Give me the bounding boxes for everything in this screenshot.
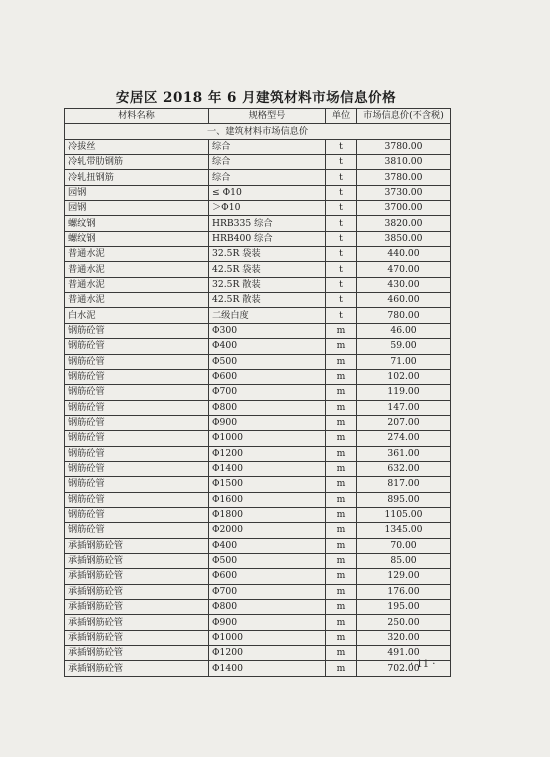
cell-spec: Φ1000 (209, 431, 326, 446)
cell-material-name: 承插钢筋砼管 (65, 630, 209, 645)
table-row (65, 523, 451, 538)
table-row (65, 661, 451, 676)
cell-material-name: 钢筋砼管 (65, 323, 209, 338)
cell-material-name: 钢筋砼管 (65, 431, 209, 446)
cell-material-name: 普通水泥 (65, 262, 209, 277)
cell-spec: Φ600 (209, 569, 326, 584)
table-row (65, 431, 451, 446)
table-row (65, 615, 451, 630)
cell-price: 320.00 (357, 630, 451, 645)
table-row (65, 369, 451, 384)
cell-material-name: 冷轧扭钢筋 (65, 170, 209, 185)
cell-material-name: 钢筋砼管 (65, 339, 209, 354)
cell-unit: t (326, 308, 357, 323)
table-row (65, 385, 451, 400)
cell-price: 632.00 (357, 461, 451, 476)
cell-price: 817.00 (357, 477, 451, 492)
cell-unit: m (326, 553, 357, 568)
cell-material-name: 普通水泥 (65, 293, 209, 308)
cell-spec: Φ1400 (209, 461, 326, 476)
cell-unit: t (326, 216, 357, 231)
page-title: 安居区 2018 年 6 月建筑材料市场信息价格 (115, 90, 397, 106)
cell-price: 85.00 (357, 553, 451, 568)
table-row (65, 201, 451, 216)
cell-material-name: 螺纹钢 (65, 216, 209, 231)
cell-material-name: 承插钢筋砼管 (65, 538, 209, 553)
cell-spec: Φ500 (209, 354, 326, 369)
table-row (65, 216, 451, 231)
header-spec: 规格型号 (209, 109, 326, 124)
cell-price: 59.00 (357, 339, 451, 354)
cell-spec: ≤ Φ10 (209, 185, 326, 200)
cell-material-name: 钢筋砼管 (65, 415, 209, 430)
cell-spec: Φ400 (209, 339, 326, 354)
cell-price: 195.00 (357, 600, 451, 615)
table-row (65, 354, 451, 369)
cell-material-name: 钢筋砼管 (65, 385, 209, 400)
cell-spec: Φ300 (209, 323, 326, 338)
table-row (65, 569, 451, 584)
cell-unit: m (326, 477, 357, 492)
cell-material-name: 园钢 (65, 185, 209, 200)
cell-spec: 42.5R 散装 (209, 293, 326, 308)
cell-unit: m (326, 661, 357, 676)
table-row (65, 553, 451, 568)
cell-material-name: 冷拔丝 (65, 139, 209, 154)
page-number: · 11 · (410, 659, 436, 670)
cell-spec: 二级白度 (209, 308, 326, 323)
cell-spec: Φ1200 (209, 646, 326, 661)
table-row (65, 293, 451, 308)
cell-unit: t (326, 185, 357, 200)
table-row (65, 646, 451, 661)
cell-price: 361.00 (357, 446, 451, 461)
cell-spec: Φ1000 (209, 630, 326, 645)
cell-price: 3730.00 (357, 185, 451, 200)
cell-material-name: 钢筋砼管 (65, 507, 209, 522)
table-row (65, 277, 451, 292)
cell-material-name: 钢筋砼管 (65, 400, 209, 415)
cell-material-name: 钢筋砼管 (65, 492, 209, 507)
table-row (65, 339, 451, 354)
cell-price: 780.00 (357, 308, 451, 323)
cell-spec: 综合 (209, 170, 326, 185)
cell-spec: 综合 (209, 155, 326, 170)
cell-material-name: 钢筋砼管 (65, 446, 209, 461)
cell-unit: t (326, 277, 357, 292)
cell-price: 207.00 (357, 415, 451, 430)
cell-spec: Φ900 (209, 615, 326, 630)
cell-material-name: 承插钢筋砼管 (65, 569, 209, 584)
table-row (65, 584, 451, 599)
cell-price: 3850.00 (357, 231, 451, 246)
cell-spec: Φ2000 (209, 523, 326, 538)
table-row (65, 415, 451, 430)
cell-price: 3700.00 (357, 201, 451, 216)
table-row (65, 446, 451, 461)
cell-material-name: 普通水泥 (65, 277, 209, 292)
cell-price: 147.00 (357, 400, 451, 415)
cell-material-name: 园钢 (65, 201, 209, 216)
cell-material-name: 承插钢筋砼管 (65, 600, 209, 615)
cell-unit: m (326, 630, 357, 645)
table-row (65, 477, 451, 492)
cell-spec: Φ1500 (209, 477, 326, 492)
cell-material-name: 钢筋砼管 (65, 369, 209, 384)
cell-unit: t (326, 139, 357, 154)
table-row (65, 323, 451, 338)
cell-unit: m (326, 569, 357, 584)
cell-unit: m (326, 431, 357, 446)
cell-spec: ＞Φ10 (209, 201, 326, 216)
table-row (65, 630, 451, 645)
table-row (65, 492, 451, 507)
cell-price: 702.00 (357, 661, 451, 676)
cell-unit: m (326, 369, 357, 384)
cell-price: 250.00 (357, 615, 451, 630)
cell-unit: t (326, 293, 357, 308)
cell-price: 129.00 (357, 569, 451, 584)
cell-price: 70.00 (357, 538, 451, 553)
cell-unit: m (326, 523, 357, 538)
cell-material-name: 承插钢筋砼管 (65, 553, 209, 568)
cell-unit: m (326, 600, 357, 615)
cell-price: 3810.00 (357, 155, 451, 170)
cell-price: 895.00 (357, 492, 451, 507)
table-row (65, 308, 451, 323)
price-table (64, 108, 451, 677)
cell-spec: Φ1400 (209, 661, 326, 676)
cell-unit: m (326, 584, 357, 599)
cell-price: 3820.00 (357, 216, 451, 231)
section-title: 一、建筑材料市场信息价 (65, 124, 451, 139)
cell-unit: m (326, 385, 357, 400)
cell-spec: 32.5R 袋装 (209, 247, 326, 262)
cell-material-name: 钢筋砼管 (65, 477, 209, 492)
table-row (65, 600, 451, 615)
header-unit: 单位 (326, 109, 357, 124)
cell-material-name: 普通水泥 (65, 247, 209, 262)
cell-material-name: 冷轧带肋钢筋 (65, 155, 209, 170)
table-row (65, 461, 451, 476)
cell-price: 440.00 (357, 247, 451, 262)
cell-unit: m (326, 461, 357, 476)
cell-material-name: 承插钢筋砼管 (65, 661, 209, 676)
cell-spec: Φ800 (209, 400, 326, 415)
cell-material-name: 白水泥 (65, 308, 209, 323)
cell-unit: m (326, 446, 357, 461)
section-row (65, 124, 451, 139)
cell-spec: HRB335 综合 (209, 216, 326, 231)
cell-spec: HRB400 综合 (209, 231, 326, 246)
cell-spec: Φ800 (209, 600, 326, 615)
cell-unit: m (326, 415, 357, 430)
table-row (65, 507, 451, 522)
cell-unit: t (326, 247, 357, 262)
cell-material-name: 钢筋砼管 (65, 354, 209, 369)
cell-material-name: 承插钢筋砼管 (65, 584, 209, 599)
cell-unit: m (326, 538, 357, 553)
table-row (65, 262, 451, 277)
cell-price: 176.00 (357, 584, 451, 599)
cell-unit: t (326, 201, 357, 216)
cell-material-name: 承插钢筋砼管 (65, 646, 209, 661)
cell-spec: Φ500 (209, 553, 326, 568)
cell-spec: Φ600 (209, 369, 326, 384)
cell-spec: 综合 (209, 139, 326, 154)
cell-spec: 42.5R 袋装 (209, 262, 326, 277)
cell-unit: t (326, 231, 357, 246)
cell-spec: Φ700 (209, 385, 326, 400)
cell-material-name: 钢筋砼管 (65, 461, 209, 476)
cell-price: 71.00 (357, 354, 451, 369)
cell-unit: m (326, 507, 357, 522)
cell-price: 3780.00 (357, 170, 451, 185)
cell-material-name: 承插钢筋砼管 (65, 615, 209, 630)
cell-price: 119.00 (357, 385, 451, 400)
cell-unit: t (326, 170, 357, 185)
table-row (65, 400, 451, 415)
cell-spec: Φ900 (209, 415, 326, 430)
cell-unit: m (326, 646, 357, 661)
cell-unit: m (326, 615, 357, 630)
header-material-name: 材料名称 (65, 109, 209, 124)
cell-unit: m (326, 400, 357, 415)
table-row (65, 170, 451, 185)
cell-unit: m (326, 339, 357, 354)
table-row (65, 185, 451, 200)
cell-price: 274.00 (357, 431, 451, 446)
cell-spec: Φ1800 (209, 507, 326, 522)
table-row (65, 155, 451, 170)
cell-price: 1105.00 (357, 507, 451, 522)
cell-unit: m (326, 354, 357, 369)
table-header-row (65, 109, 451, 124)
cell-price: 46.00 (357, 323, 451, 338)
header-price: 市场信息价(不含税) (357, 109, 451, 124)
table-row (65, 231, 451, 246)
cell-unit: t (326, 155, 357, 170)
table-row (65, 247, 451, 262)
table-row (65, 139, 451, 154)
cell-unit: m (326, 492, 357, 507)
cell-unit: m (326, 323, 357, 338)
cell-material-name: 钢筋砼管 (65, 523, 209, 538)
cell-spec: Φ1600 (209, 492, 326, 507)
cell-spec: 32.5R 散装 (209, 277, 326, 292)
cell-price: 430.00 (357, 277, 451, 292)
cell-price: 1345.00 (357, 523, 451, 538)
cell-spec: Φ1200 (209, 446, 326, 461)
cell-spec: Φ400 (209, 538, 326, 553)
cell-material-name: 螺纹钢 (65, 231, 209, 246)
table-row (65, 538, 451, 553)
cell-price: 3780.00 (357, 139, 451, 154)
cell-spec: Φ700 (209, 584, 326, 599)
cell-unit: t (326, 262, 357, 277)
cell-price: 102.00 (357, 369, 451, 384)
cell-price: 460.00 (357, 293, 451, 308)
cell-price: 491.00 (357, 646, 451, 661)
cell-price: 470.00 (357, 262, 451, 277)
